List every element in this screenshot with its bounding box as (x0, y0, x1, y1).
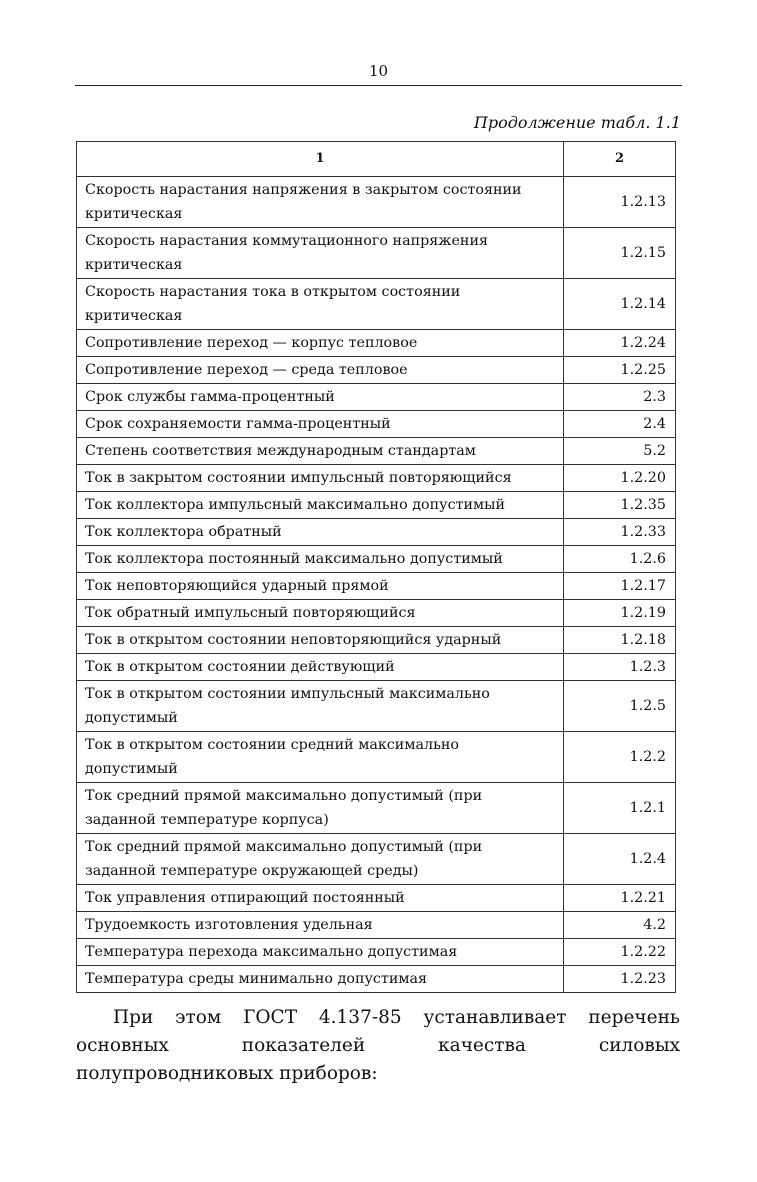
section-ref: 1.2.33 (564, 519, 676, 546)
parameter-name: Ток коллектора обратный (77, 519, 564, 546)
table-row (77, 732, 676, 783)
table-row (77, 885, 676, 912)
parameter-name: Ток коллектора постоянный максимально допустимый (77, 546, 564, 573)
table-row (77, 681, 676, 732)
table-row (77, 654, 676, 681)
table-row (77, 546, 676, 573)
parameter-name: Ток обратный импульсный повторяющийся (77, 600, 564, 627)
table-row (77, 834, 676, 885)
table-continuation-label: Продолжение табл. 1.1 (473, 113, 681, 132)
section-ref: 1.2.15 (564, 228, 676, 279)
table-row (77, 783, 676, 834)
table-row (77, 939, 676, 966)
section-ref: 1.2.1 (564, 783, 676, 834)
parameter-name: Ток в открытом состоянии импульсный максимально допустимый (77, 681, 564, 732)
section-ref: 1.2.6 (564, 546, 676, 573)
section-ref: 1.2.35 (564, 492, 676, 519)
table-row (77, 177, 676, 228)
section-ref: 1.2.19 (564, 600, 676, 627)
section-ref: 1.2.2 (564, 732, 676, 783)
parameter-name: Ток в закрытом состоянии импульсный повторяющийся (77, 465, 564, 492)
parameter-name: Степень соответствия международным стандартам (77, 438, 564, 465)
parameter-name: Температура перехода максимально допустимая (77, 939, 564, 966)
page-number: 10 (368, 62, 389, 80)
table-row (77, 330, 676, 357)
parameter-name: Температура среды минимально допустимая (77, 966, 564, 993)
column-header-1: 1 (77, 142, 564, 177)
table-row (77, 627, 676, 654)
section-ref: 1.2.20 (564, 465, 676, 492)
parameter-name: Срок службы гамма-процентный (77, 384, 564, 411)
parameter-name: Ток коллектора импульсный максимально допустимый (77, 492, 564, 519)
section-ref: 1.2.13 (564, 177, 676, 228)
section-ref: 1.2.5 (564, 681, 676, 732)
table-row (77, 357, 676, 384)
section-ref: 2.4 (564, 411, 676, 438)
parameter-name: Сопротивление переход — среда тепловое (77, 357, 564, 384)
parameter-name: Скорость нарастания тока в открытом состоянии критическая (77, 279, 564, 330)
table-header-row (77, 142, 676, 177)
section-ref: 1.2.14 (564, 279, 676, 330)
table-row (77, 519, 676, 546)
section-ref: 1.2.18 (564, 627, 676, 654)
table-row (77, 411, 676, 438)
parameter-name: Ток управления отпирающий постоянный (77, 885, 564, 912)
table-row (77, 966, 676, 993)
parameter-name: Ток неповторяющийся ударный прямой (77, 573, 564, 600)
parameter-name: Ток в открытом состоянии действующий (77, 654, 564, 681)
table-row (77, 600, 676, 627)
table-row (77, 279, 676, 330)
section-ref: 1.2.25 (564, 357, 676, 384)
body-paragraph: При этом ГОСТ 4.137-85 устанавливает перечень основных показателей качества силовых полупроводниковых приборов: (76, 1007, 680, 1084)
section-ref: 1.2.17 (564, 573, 676, 600)
section-ref: 1.2.4 (564, 834, 676, 885)
section-ref: 5.2 (564, 438, 676, 465)
parameter-name: Скорость нарастания коммутационного напряжения критическая (77, 228, 564, 279)
section-ref: 4.2 (564, 912, 676, 939)
parameter-name: Ток средний прямой максимально допустимый (при заданной температуре окружающей среды) (77, 834, 564, 885)
table-row (77, 912, 676, 939)
section-ref: 1.2.24 (564, 330, 676, 357)
section-ref: 2.3 (564, 384, 676, 411)
parameter-name: Срок сохраняемости гамма-процентный (77, 411, 564, 438)
table-row (77, 465, 676, 492)
section-ref: 1.2.21 (564, 885, 676, 912)
section-ref: 1.2.23 (564, 966, 676, 993)
parameter-name: Скорость нарастания напряжения в закрытом состоянии критическая (77, 177, 564, 228)
table-row (77, 228, 676, 279)
table-row (77, 573, 676, 600)
parameter-name: Ток в открытом состоянии неповторяющийся ударный (77, 627, 564, 654)
section-ref: 1.2.3 (564, 654, 676, 681)
header-rule (75, 85, 682, 86)
parameter-name: Сопротивление переход — корпус тепловое (77, 330, 564, 357)
table-row (77, 384, 676, 411)
table-row (77, 492, 676, 519)
parameter-name: Ток в открытом состоянии средний максимально допустимый (77, 732, 564, 783)
parameters-table (76, 141, 676, 993)
parameter-name: Ток средний прямой максимально допустимый (при заданной температуре корпуса) (77, 783, 564, 834)
section-ref: 1.2.22 (564, 939, 676, 966)
table-row (77, 438, 676, 465)
parameter-name: Трудоемкость изготовления удельная (77, 912, 564, 939)
column-header-2: 2 (564, 142, 676, 177)
